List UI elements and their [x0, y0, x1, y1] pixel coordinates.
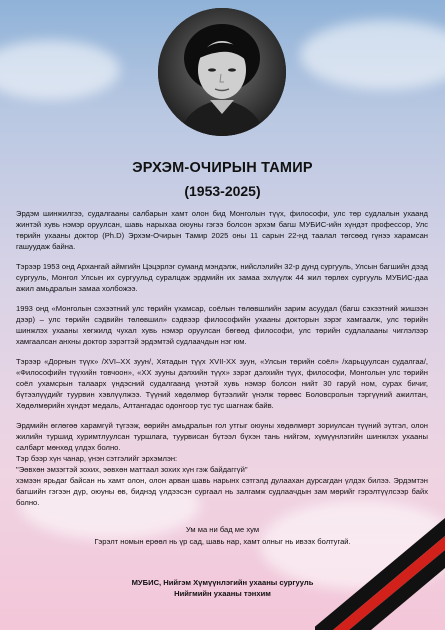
signature-department: Нийгмийн ухааны тэнхим: [174, 589, 271, 598]
obituary-body: [16, 208, 428, 517]
memory-paragraph: Эрдмийн өглөгөө харамгүй түгээж, өөрийн амьдралын гол утгыг оюуны хөдөлмөрт зориулсан түүний эүтгэл, олон жилийн туршид хуримтлуулсан туршлага, туурвисан бүтээл бүхэн тань нийгэм, хүмүүнлэгийн шинжлэх ухааны салбарт мөнхөд үлдэх болно.: [16, 421, 428, 452]
person-name: ЭРХЭМ-ОЧИРЫН ТАМИР: [132, 160, 313, 176]
paragraph: 1993 онд «Монголын сэхээтний улс төрийн үхамсар, соёлын төлөвшлийн зарим асуудал (багш сэхээтний жишээн дээр) – улс төрийн сэдвийн төлөвшил» сэдвээр философийн ухааны докторын зэрэг хамгаалж, улс төрийн шинжлэх ухааны хөгжилд чухал хувь нэмэр оруулсан бөгөөд философи, улс төрийн судлалааны чиглэлээр хамгаалсан анхны доктор зэрэгтэй эрдэмтэй судлаачдын нэг юм.: [16, 304, 428, 346]
paragraph: Тэрээр 1953 онд Архангай аймгийн Цэцэрлэг суманд мэндэлж, нийслэлийн 32-р дунд сургууль, Улсын багшийн дээд сургууль, Монгол Улсын их сургуульд суралцаж эрдмийн их замаа эхлүүлж 44 жил төрлөх сургууль МУБИС-даа ажил амьдралын замаа холбожээ.: [16, 262, 428, 293]
paragraph: Эрдэм шинжилгээ, судалгааны салбарын хамт олон бид Монголын түүх, философи, улс төр судлалын ухаанд жинтэй хувь нэмэр оруулсан, шавь нарыхаа оюуны гэгээ болсон эрхэм багш МУБИС-ийн хүндэт профессор, Улс төрийн ухааны доктор (Ph.D) Эрхэм-Очирын Тамир 2025 оны 11 сарын 22-нд таалал төгсөөд гүнээ харамсан гашуудаж байна.: [16, 209, 428, 251]
portrait-photo: [158, 8, 286, 136]
signature-school: МУБИС, Нийгэм Хүмүүнлэгийн ухааны сургууль: [131, 578, 314, 587]
memory-line: Тэр бээр хүн чанар, үнэн сэтгэлийг эрхэмлэн:: [16, 454, 178, 463]
cloud-decoration: [0, 40, 120, 100]
blessing-line: Гэрэлт номын ерөөл нь үр сад, шавь нар, хамт олныг нь ивээх болтугай.: [94, 537, 351, 546]
paragraph: Тэрээр «Дорнын түүх» /XVI–XX зуун/, Хятадын түүх XVII-XX зуун, «Улсын төрийн соёл» /харьцуулсан судалгаа/, «Философийн түүхийн товчоон», «XX зууны дэлхийн түүх» зэрэг дэлхийн түүх, философи, Монголын улс төрийн соёл ухамсрын талаарх үндэсний судалгаанд үнэтэй хувь нэмэр болсон нийт 30 гаруй ном, сурах бичиг, бүтээлүүдийг туурвин хэвлүүлжээ. Түүний хөдөлмөр бүтээлийг үнэлж төрөөс Боловсролын тэргүүний ажилтан, Хөдөлмөрийн хүндэт медаль, Алтангадас одонгоор тус тус шагнаж байв.: [16, 357, 428, 410]
portrait-image: [158, 8, 286, 136]
quote-line: "Эөвхөн эмзэгтэй зохих, эөвхөн маттаал зохих хүн гэж байдаггүй": [16, 465, 248, 474]
mantra-line: Ум ма ни бад ме хум: [185, 525, 260, 534]
mourning-ribbon: [315, 510, 445, 630]
cloud-decoration: [300, 20, 445, 90]
memory-paragraph: хэмээн ярьдаг байсан нь хамт олон, олон арван шавь нарынх сэтгэлд дулаахан дурсагдан үлдэх билээ. Эрдэмтэн багшийн гэгээн дүр, оюуны өв, биднэд үлдээсэн сургаал нь залгамж судлаачдын зам мөрийг гэрэлтүүлсээр байх болно.: [16, 476, 428, 507]
life-years: (1953-2025): [184, 183, 261, 199]
